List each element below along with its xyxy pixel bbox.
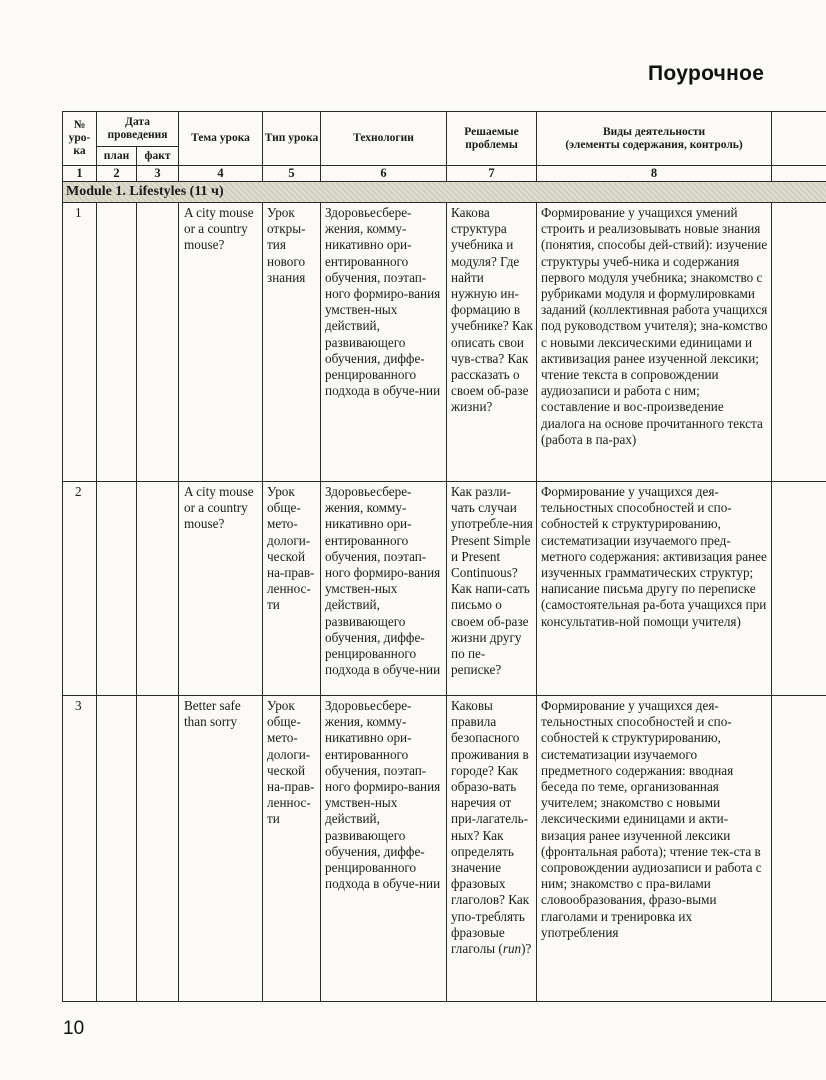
lesson-type: Урок откры-тия нового знания [267, 205, 306, 285]
column-number: 3 [137, 166, 179, 182]
table-row [63, 696, 826, 1002]
table-row [63, 482, 826, 696]
problems [447, 696, 536, 959]
header-date-plan: план [97, 147, 137, 166]
header-lesson-no: № уро-ка [63, 112, 97, 166]
column-number-overflow [772, 166, 826, 182]
module-row [63, 182, 826, 203]
column-number: 1 [63, 166, 97, 182]
lesson-number: 2 [75, 484, 82, 499]
column-number: 8 [537, 166, 772, 182]
problems-text: Каковы правила безопасного проживания в городе? Как образо-вать наречия от при-лагатель-ных? Как определять значение фразовых глаголов? Как упо-треблять фразовые глаголы ( [451, 698, 530, 957]
date-fact-cell [137, 203, 178, 207]
technologies: Здоровьесбере-жения, комму-никативно ори-ентированного обучения, поэтап-ного формиро-вания умствен-ных действий, развивающего обучения, диффе-ренцированного подхода в обуче-нии [325, 205, 441, 399]
column-number: 7 [447, 166, 537, 182]
lesson-topic: A city mouse or a country mouse? [184, 484, 254, 532]
problems: Как разли-чать случаи употребле-ния Present Simple и Present Continuous? Как напи-сать письмо о своем об-разе жизни другу по пе-реписке? [451, 484, 533, 678]
header-activities-line2: (элементы содержания, контроль) [565, 138, 743, 151]
column-number: 4 [179, 166, 263, 182]
problems: Какова структура учебника и модуля? Где найти нужную ин-формацию в учебнике? Как описать свои чув-ства? Как рассказать о своем об-разе жизни? [451, 205, 533, 415]
header-overflow-column [772, 112, 826, 166]
lesson-plan-table [62, 111, 826, 1002]
lesson-topic: Better safe than sorry [184, 698, 241, 730]
column-number: 5 [263, 166, 321, 182]
problems-text-end: )? [521, 941, 532, 957]
overflow-cell [772, 203, 826, 482]
date-fact-cell [137, 696, 178, 700]
problems-italic-term: run [502, 941, 522, 957]
lesson-topic: A city mouse or a country mouse? [184, 205, 254, 253]
header-activities-line1: Виды деятельности [602, 125, 706, 138]
activities: Формирование у учащихся умений строить и реализовывать новые знания (понятия, способы дей-ствий): изучение структуры учеб-ника и содержания первого модуля учебника; знакомство с рубриками модуля и формулировками заданий (коллективная работа учащихся под руководством учителя); зна-комство с новыми лексическими единицами и активизация ранее изученной лексики; чтение текста в сопровождении аудиозаписи и работа с ним; составление и вос-произведение диалога на основе прочитанного текста (работа в па-рах) [541, 205, 768, 447]
activities: Формирование у учащихся дея-тельностных способностей и спо-собностей к структурированию, систематизации изучаемого предметного содержания: вводная беседа по теме, организованная учителем; знакомство с новыми лексическими единицами и акти-визация ранее изученной лексики (фронтальная работа); чтение тек-ста в сопровождении аудиозаписи и работа с ним; знакомство с пра-вилами словообразования, фразо-выми глаголами и тренировка их употребления [541, 698, 762, 940]
date-plan-cell [97, 203, 136, 207]
technologies: Здоровьесбере-жения, комму-никативно ори-ентированного обучения, поэтап-ного формиро-вания умствен-ных действий, развивающего обучения, диффе-ренцированного подхода в обуче-нии [325, 698, 441, 892]
module-title: Module 1. Lifestyles (11 ч) [63, 182, 826, 203]
page-title: Поурочное [648, 62, 765, 85]
lesson-number: 3 [75, 698, 82, 713]
column-number-row [63, 166, 826, 182]
header-problems: Решаемые проблемы [447, 112, 537, 166]
header-date-fact: факт [137, 147, 179, 166]
column-number: 2 [97, 166, 137, 182]
technologies: Здоровьесбере-жения, комму-никативно ори-ентированного обучения, поэтап-ного формиро-вания умствен-ных действий, развивающего обучения, диффе-ренцированного подхода в обуче-нии [325, 484, 441, 678]
activities: Формирование у учащихся дея-тельностных способностей и спо-собностей к структурированию, систематизации изучаемого пред-метного содержания: активизация ранее изученных грамматических структур; написание письма другу по переписке (самостоятельная ра-бота учащихся при консультатив-ной помощи учителя) [541, 484, 767, 629]
header-type: Тип урока [263, 112, 321, 166]
table-row [63, 203, 826, 482]
header-topic: Тема урока [179, 112, 263, 166]
header-date: Дата проведения [97, 112, 179, 147]
date-plan-cell [97, 482, 136, 486]
lesson-type: Урок обще-мето-дологи-ческой на-прав-леннос-ти [267, 484, 315, 613]
overflow-cell [772, 482, 826, 696]
header-technologies: Технологии [321, 112, 447, 166]
overflow-cell [772, 696, 826, 1002]
lesson-number: 1 [75, 205, 82, 220]
date-plan-cell [97, 696, 136, 700]
date-fact-cell [137, 482, 178, 486]
column-number: 6 [321, 166, 447, 182]
header-activities [537, 112, 772, 166]
lesson-type: Урок обще-мето-дологи-ческой на-прав-леннос-ти [267, 698, 315, 827]
page-number: 10 [63, 1018, 85, 1039]
